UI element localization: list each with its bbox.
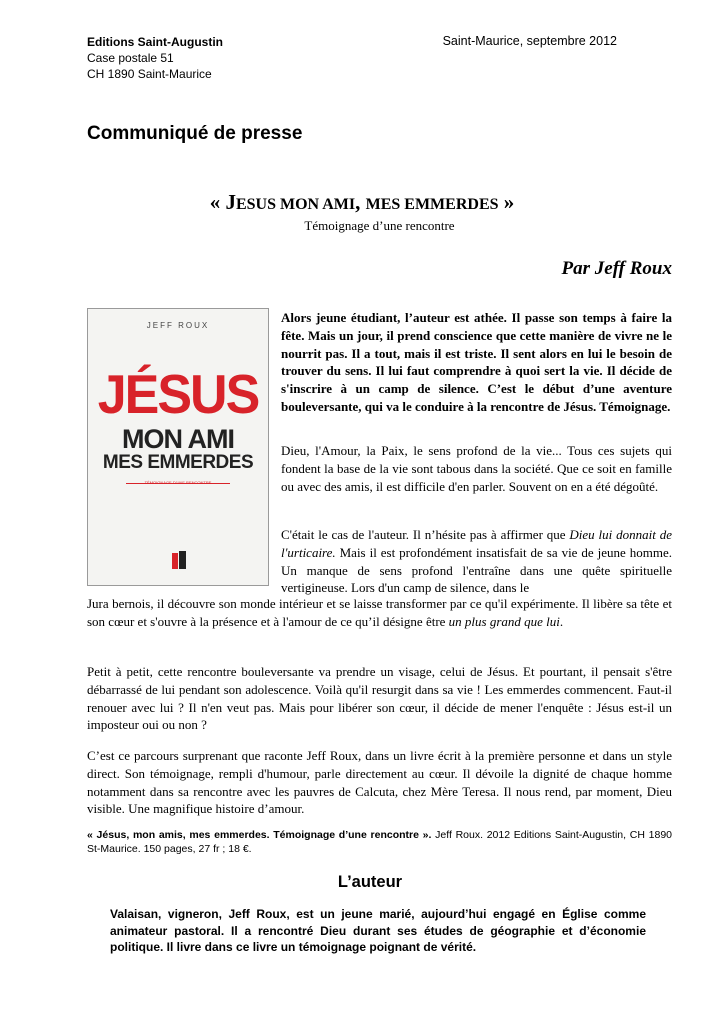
book-subtitle: Témoignage d’une rencontre: [304, 218, 455, 233]
paragraph-1: Dieu, l'Amour, la Paix, le sens profond de la vie... Tous ces sujets qui fondent la base de la vie sont tabous dans la société. Que ce soit en famille ou avec des amis, il est difficile d'en parler. Souvent on en a été dégoûté.: [281, 443, 672, 494]
title-part-1: ESUS MON AMI: [235, 196, 356, 213]
cover-title-word-2: MON AMI: [122, 424, 234, 454]
place-date: Saint-Maurice, septembre 2012: [442, 34, 617, 48]
p2-italic-c: un plus grand que lui: [448, 613, 560, 629]
title-part-2: MES EMMERDES: [365, 196, 499, 213]
author-bio: Valaisan, vigneron, Jeff Roux, est un jeune marié, aujourd’hui engagé en Église comme animateur pastoral. Il a rencontré Dieu durant ses études de géographie et d’économie politique. Il livre dans ce livre un témoignage poignant de vérité.: [110, 907, 646, 954]
title-open-quote: «: [209, 190, 226, 214]
address-line-1: Case postale 51: [87, 51, 174, 65]
book-title: [0, 190, 724, 215]
book-reference: [87, 828, 672, 856]
paragraph-2-part-a: [281, 526, 672, 597]
byline: Par Jeff Roux: [561, 258, 672, 279]
author-heading: L’auteur: [337, 873, 403, 891]
book-cover-image: [87, 308, 269, 586]
cover-tagline: TÉMOIGNAGE D'UNE RENCONTRE: [144, 480, 212, 485]
paragraph-3: Petit à petit, cette rencontre bouleversante va prendre un visage, celui de Jésus. Et pourtant, il pensait s'être débarrassé de lui pendant son adolescence. Voilà qu'il resurgit dans sa vie ! Les emmerdes commencent. Faut-il renouer avec lui ? Il n'en veut pas. Mais pour libérer son cœur, il décide de mener l'enquête : Jésus est-il un imposteur oui ou non ?: [87, 664, 672, 733]
title-initial: J: [225, 190, 236, 214]
publisher-name: Editions Saint-Augustin: [87, 35, 223, 49]
cover-author: JEFF ROUX: [146, 321, 210, 330]
publisher-logo-icon: [172, 551, 186, 571]
cover-title-word-3: MES EMMERDES: [102, 452, 254, 473]
address-line-2: CH 1890 Saint-Maurice: [87, 67, 212, 81]
title-comma: ,: [355, 190, 366, 214]
press-release-heading: Communiqué de presse: [87, 123, 303, 144]
p2-text-end: .: [559, 613, 564, 629]
paragraph-2-part-b: [87, 595, 672, 631]
publisher-address: [87, 34, 223, 82]
lead-paragraph: Alors jeune étudiant, l’auteur est athée. Il passe son temps à faire la fête. Mais un jour, il prend conscience que cette manière de vivre ne le nourrit pas. Il a tout, mais il est triste. Il sent alors en lui le besoin de trouver du sens. Il lui faut comprendre à quoi sert la vie. Il décide de s'inscrire à un camp de silence. C’est le début d’une aventure bouleversante, qui va le conduire à la rencontre de Jésus. Témoignage.: [281, 310, 672, 414]
paragraph-4: C’est ce parcours surprenant que raconte Jeff Roux, dans un livre écrit à la première personne et dans un style direct. Son témoignage, rempli d'humour, parle directement au cœur. Il dévoile la dignité de chaque homme notamment dans sa rencontre avec les pauvres de Calcuta, chez Mère Teresa. Il nous rend, par moment, Dieu visible. Une magnifique histoire d’amour.: [87, 748, 672, 817]
p2-text-a: C'était le cas de l'auteur. Il n’hésite pas à affirmer que: [281, 527, 570, 542]
p2-italic-a: Dieu lui donnait de l'urticaire.: [281, 527, 672, 560]
title-close-quote: »: [498, 190, 515, 214]
reference-details: Jeff Roux. 2012 Editions Saint-Augustin, CH 1890 St-Maurice. 150 pages, 27 fr ; 18 €.: [87, 829, 672, 855]
p2-text-c: Jura bernois, il découvre son monde intérieur et se laisse transformer par ce qu'il expérimente. Il libère sa tête et son cœur et s'ouvre à la présence et à l'amour de ce qu’il désigne être: [87, 596, 672, 629]
cover-title-word-1: JÉSUS: [97, 364, 259, 426]
p2-text-b: Mais il est profondément insatisfait de sa vie de jeune homme. Un manque de sens profond l'entraîne dans une quête spirituelle vertigineuse. Lors d'un camp de silence, dans le: [281, 544, 672, 596]
reference-title: « Jésus, mon amis, mes emmerdes. Témoignage d’une rencontre ».: [87, 829, 432, 841]
